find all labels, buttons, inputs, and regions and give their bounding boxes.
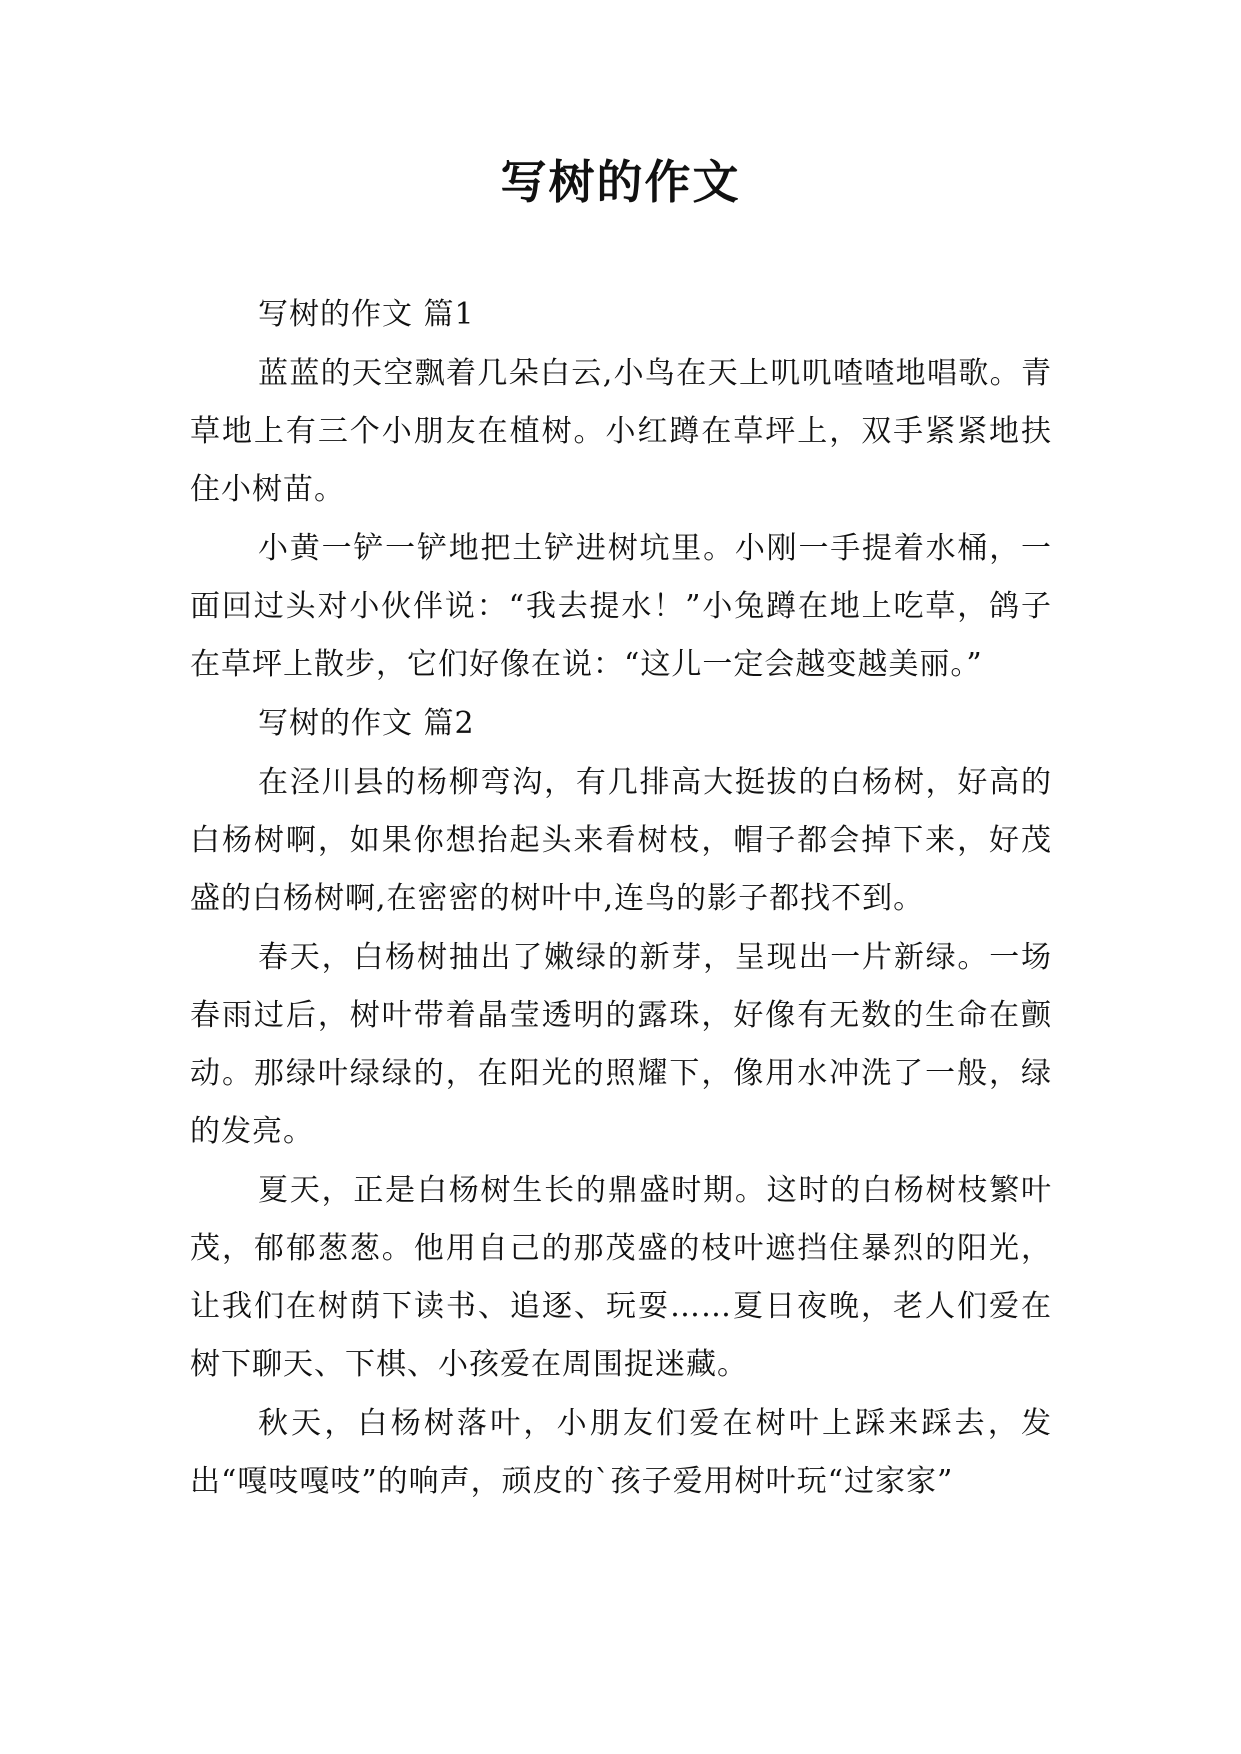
paragraph: 小黄一铲一铲地把土铲进树坑里。小刚一手提着水桶，一面回过头对小伙伴说：“我去提水！”小兔蹲在地上吃草，鸽子在草坪上散步，它们好像在说：“这儿一定会越变越美丽。”	[190, 531, 1052, 682]
paragraph: 蓝蓝的天空飘着几朵白云,小鸟在天上叽叽喳喳地唱歌。青草地上有三个小朋友在植树。小红蹲在草坪上，双手紧紧地扶住小树苗。	[190, 356, 1052, 507]
document-title: 写树的作文	[500, 155, 741, 209]
paragraph: 夏天，正是白杨树生长的鼎盛时期。这时的白杨树枝繁叶茂，郁郁葱葱。他用自己的那茂盛的枝叶遮挡住暴烈的阳光，让我们在树荫下读书、追逐、玩耍……夏日夜晚，老人们爱在树下聊天、下棋、小孩爱在周围捉迷藏。	[190, 1173, 1052, 1382]
section-heading-1: 写树的作文 篇1	[258, 297, 475, 332]
document-body	[190, 286, 1052, 1512]
section-heading-2: 写树的作文 篇2	[258, 706, 475, 741]
paragraph: 春天，白杨树抽出了嫩绿的新芽，呈现出一片新绿。一场春雨过后，树叶带着晶莹透明的露珠，好像有无数的生命在颤动。那绿叶绿绿的，在阳光的照耀下，像用水冲洗了一般，绿的发亮。	[190, 940, 1052, 1149]
paragraph: 秋天，白杨树落叶，小朋友们爱在树叶上踩来踩去，发出“嘎吱嘎吱”的响声，顽皮的`孩子爱用树叶玩“过家家”	[190, 1406, 1052, 1499]
paragraph: 在泾川县的杨柳弯沟，有几排高大挺拔的白杨树，好高的白杨树啊，如果你想抬起头来看树枝，帽子都会掉下来，好茂盛的白杨树啊,在密密的树叶中,连鸟的影子都找不到。	[190, 765, 1052, 916]
